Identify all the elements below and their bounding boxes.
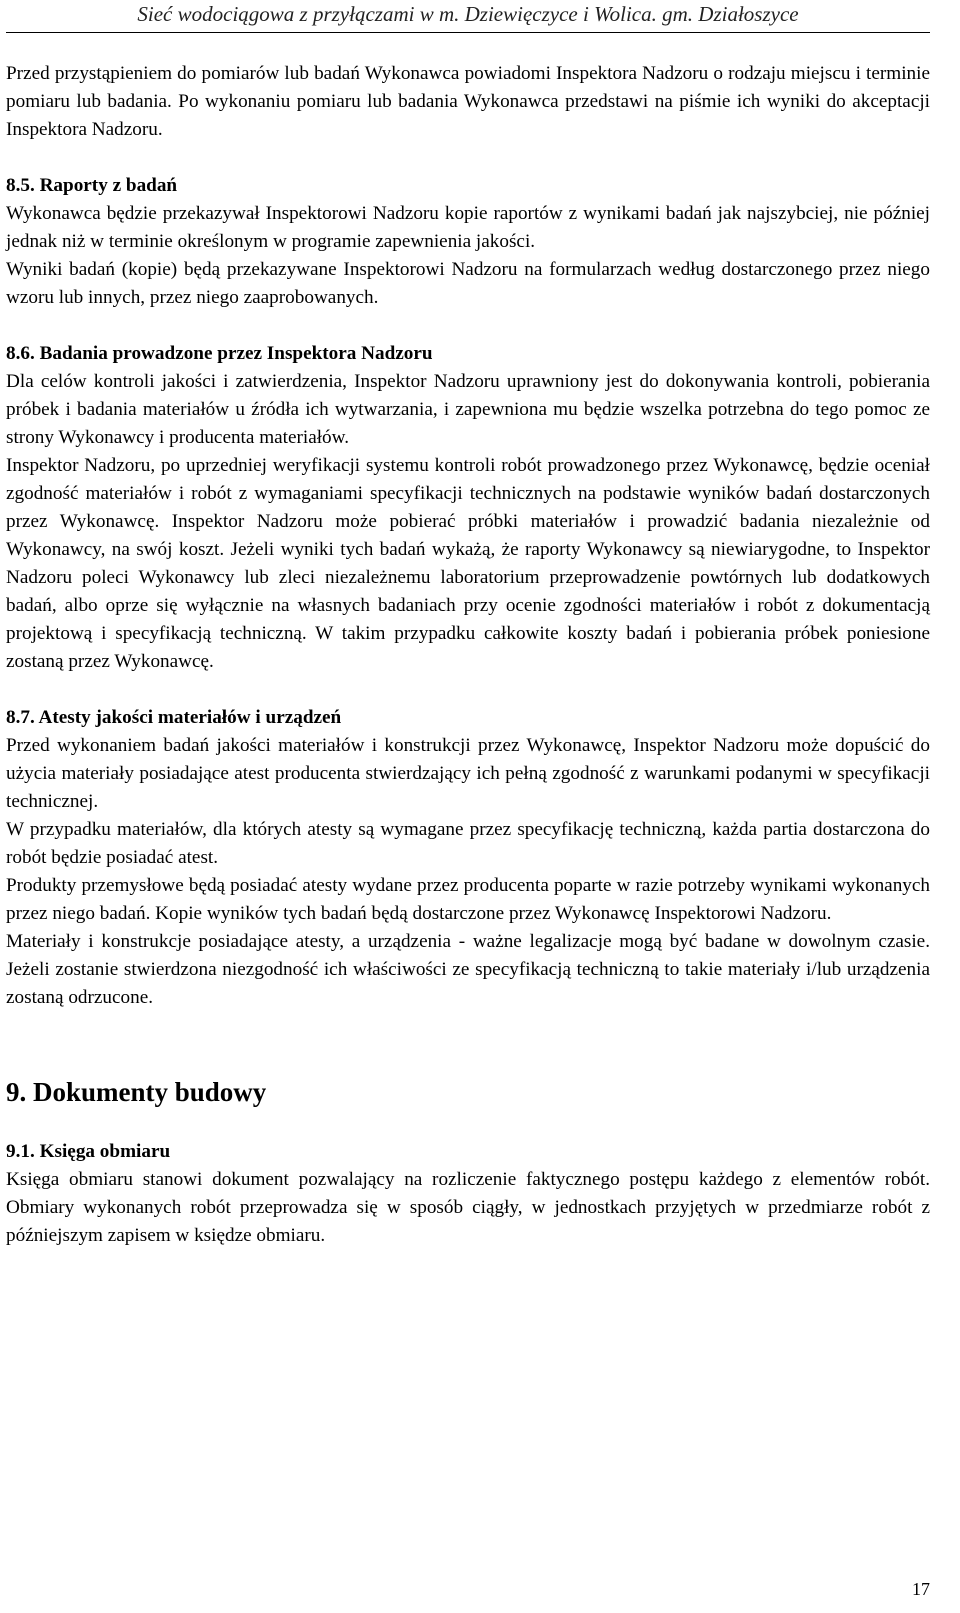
section-8-5-heading: 8.5. Raporty z badań xyxy=(6,175,178,196)
section-8-6-heading: 8.6. Badania prowadzone przez Inspektora Nadzoru xyxy=(6,343,433,364)
spacer xyxy=(6,144,930,172)
section-8-7-heading: 8.7. Atesty jakości materiałów i urządzeń xyxy=(6,707,342,728)
running-header: Sieć wodociągowa z przyłączami w m. Dziewięczyce i Wolica. gm. Działoszyce xyxy=(137,2,799,26)
document-page xyxy=(6,0,930,1613)
section-8-6-paragraph-1: Dla celów kontroli jakości i zatwierdzenia, Inspektor Nadzoru uprawniony jest do dokonywania kontroli, pobierania próbek i badania materiałów u źródła ich wytwarzania, i zapewniona mu będzie wszelka potrzebna do tego pomoc ze strony Wykonawcy i producenta materiałów. xyxy=(6,371,930,448)
document-body xyxy=(6,60,930,1250)
section-8-5-paragraph-2: Wyniki badań (kopie) będą przekazywane Inspektorowi Nadzoru na formularzach według dostarczonego przez niego wzoru lub innych, przez niego zaaprobowanych. xyxy=(6,259,930,308)
page-number: 17 xyxy=(912,1579,930,1599)
section-9-1-paragraph-1: Księga obmiaru stanowi dokument pozwalający na rozliczenie faktycznego postępu każdego z elementów robót. Obmiary wykonanych robót przeprowadza się w sposób ciągły, w jednostkach przyjętych w przedmiarze robót z późniejszym zapisem w księdze obmiaru. xyxy=(6,1169,930,1246)
spacer xyxy=(6,1012,930,1074)
section-8-7-paragraph-2: W przypadku materiałów, dla których atesty są wymagane przez specyfikację techniczną, każda partia dostarczona do robót będzie posiadać atest. xyxy=(6,819,930,868)
section-8-7-paragraph-3: Produkty przemysłowe będą posiadać atesty wydane przez producenta poparte w razie potrzeby wynikami wykonanych przez niego badań. Kopie wyników tych badań będą dostarczone przez Wykonawcę Inspektorowi Nadzoru. xyxy=(6,875,930,924)
spacer xyxy=(6,676,930,704)
section-8-7-paragraph-1: Przed wykonaniem badań jakości materiałów i konstrukcji przez Wykonawcę, Inspektor Nadzoru może dopuścić do użycia materiały posiadające atest producenta stwierdzający ich pełną zgodność z warunkami podanymi w specyfikacji technicznej. xyxy=(6,735,930,812)
section-8-5-paragraph-1: Wykonawca będzie przekazywał Inspektorowi Nadzoru kopie raportów z wynikami badań jak najszybciej, nie później jednak niż w terminie określonym w programie zapewnienia jakości. xyxy=(6,203,930,252)
spacer xyxy=(6,1110,930,1138)
intro-paragraph: Przed przystąpieniem do pomiarów lub badań Wykonawca powiadomi Inspektora Nadzoru o rodzaju miejscu i terminie pomiaru lub badania. Po wykonaniu pomiaru lub badania Wykonawca przedstawi na piśmie ich wyniki do akceptacji Inspektora Nadzoru. xyxy=(6,63,930,140)
section-9-1-heading: 9.1. Księga obmiaru xyxy=(6,1141,171,1162)
section-9-heading: 9. Dokumenty budowy xyxy=(6,1077,267,1107)
section-8-7-paragraph-4: Materiały i konstrukcje posiadające atesty, a urządzenia - ważne legalizacje mogą być badane w dowolnym czasie. Jeżeli zostanie stwierdzona niezgodność ich właściwości ze specyfikacją techniczną to takie materiały i/lub urządzenia zostaną odrzucone. xyxy=(6,931,930,1008)
section-8-6-paragraph-2: Inspektor Nadzoru, po uprzedniej weryfikacji systemu kontroli robót prowadzonego przez Wykonawcę, będzie oceniał zgodność materiałów i robót z wymaganiami specyfikacji technicznych na podstawie wyników badań dostarczonych przez Wykonawcę. Inspektor Nadzoru może pobierać próbki materiałów i prowadzić badania niezależnie od Wykonawcy, na swój koszt. Jeżeli wyniki tych badań wykażą, że raporty Wykonawcy są niewiarygodne, to Inspektor Nadzoru poleci Wykonawcy lub zleci niezależnemu laboratorium przeprowadzenie powtórnych lub dodatkowych badań, albo oprze się wyłącznie na własnych badaniach przy ocenie zgodności materiałów i robót z dokumentacją projektową i specyfikacją techniczną. W takim przypadku całkowite koszty badań i pobierania próbek poniesione zostaną przez Wykonawcę. xyxy=(6,455,930,672)
header-rule xyxy=(6,32,930,33)
spacer xyxy=(6,312,930,340)
